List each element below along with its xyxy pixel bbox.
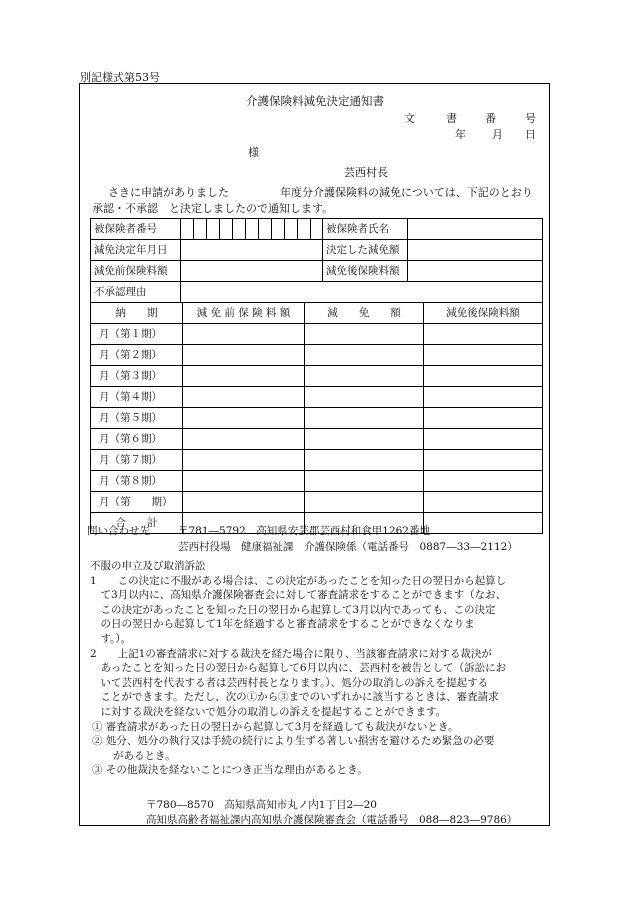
payment-header-row [91, 303, 543, 324]
doc-number-char: 号 [525, 112, 536, 125]
sub-item: ③ その他裁決を経ないことにつき正当な理由があるとき。 [92, 764, 368, 777]
info-table [90, 218, 543, 303]
note-line: あったことを知った日の翌日から起算して6月以内に、芸西村を被告として（訴訟にお [90, 662, 507, 675]
reduction-cell[interactable] [305, 429, 424, 450]
note-line: いて芸西村を代表する者は芸西村長となります。）、処分の取消しの訴えを提起する [90, 676, 489, 689]
insured-number-digit[interactable] [194, 219, 207, 240]
insured-number-digit[interactable] [311, 219, 323, 240]
before-cell[interactable] [183, 429, 305, 450]
after-premium-label: 減免後保険料額 [323, 261, 408, 282]
period-label: 月（第 期） [91, 492, 183, 513]
reject-reason-field[interactable] [181, 282, 543, 303]
contact-line1: 〒781―5792 高知県安芸郡芸西村和食甲1262番地 [178, 525, 430, 537]
insured-name-label: 被保険者氏名 [323, 219, 408, 240]
insured-number-digit[interactable] [207, 219, 220, 240]
notes-heading: 不服の申立及び取消訴訟 [90, 560, 206, 572]
total-label: 合 計 [91, 513, 183, 534]
before-premium-label: 減免前保険料額 [91, 261, 181, 282]
reject-reason-label: 不承認理由 [91, 282, 181, 303]
table-row [91, 471, 543, 492]
after-cell[interactable] [424, 429, 543, 450]
table-row [91, 345, 543, 366]
reduction-cell[interactable] [305, 408, 424, 429]
note-line: て3月以内に、高知県介護保険審査会に対して審査請求をすることができます（なお、 [90, 589, 507, 602]
info-row [91, 219, 543, 240]
table-row [91, 324, 543, 345]
appeal-notes [90, 559, 546, 778]
period-label: 月（第３期） [91, 366, 183, 387]
sub-item: があるとき。 [92, 749, 176, 762]
period-label: 月（第５期） [91, 408, 183, 429]
doc-number-char: 書 [446, 112, 457, 125]
table-row [91, 492, 543, 513]
reduction-cell[interactable] [305, 345, 424, 366]
info-row [91, 240, 543, 261]
after-cell[interactable] [424, 408, 543, 429]
after-cell[interactable] [424, 366, 543, 387]
date-day: 日 [525, 128, 536, 141]
before-cell[interactable] [183, 492, 305, 513]
note-line: 1 この決定に不服がある場合は、この決定があったことを知った日の翌日から起算し [90, 574, 507, 587]
after-cell[interactable] [424, 471, 543, 492]
insured-number-digit[interactable] [220, 219, 233, 240]
note-line: ことができます。ただし、次の①から③までのいずれかに該当するときは、審査請求 [90, 691, 499, 704]
reduction-cell[interactable] [305, 324, 424, 345]
before-cell[interactable] [183, 387, 305, 408]
period-label: 月（第６期） [91, 429, 183, 450]
after-cell[interactable] [424, 450, 543, 471]
decided-amount-label: 決定した減免額 [323, 240, 408, 261]
before-cell[interactable] [183, 408, 305, 429]
period-label: 月（第８期） [91, 471, 183, 492]
reduction-cell[interactable] [305, 471, 424, 492]
review-board-line1: 〒780―8570 高知県高知市丸ノ内1丁目2―20 [146, 799, 377, 811]
before-cell[interactable] [183, 471, 305, 492]
decision-date-field[interactable] [181, 240, 323, 261]
intro-line1-a: さきに申請がありました [108, 186, 229, 199]
insured-number-label: 被保険者番号 [91, 219, 181, 240]
total-after-cell[interactable] [424, 513, 543, 534]
reduction-cell[interactable] [305, 450, 424, 471]
sub-item: ② 処分、処分の執行又は手続の続行により生ずる著しい損害を避けるため緊急の必要 [92, 735, 495, 748]
note-line: この決定があったことを知った日の翌日から起算して3月以内であっても、この決定 [90, 603, 496, 616]
table-row [91, 429, 543, 450]
document-title: 介護保険料減免決定通知書 [246, 94, 384, 108]
insured-number-digit[interactable] [181, 219, 194, 240]
table-row [91, 387, 543, 408]
after-premium-field[interactable] [408, 261, 543, 282]
payment-table [90, 302, 543, 534]
insured-number-digit[interactable] [246, 219, 259, 240]
doc-number-char: 文 [404, 112, 415, 125]
header-after-premium: 減免後保険料額 [424, 303, 543, 324]
info-row [91, 282, 543, 303]
insured-number-digit[interactable] [298, 219, 311, 240]
before-cell[interactable] [183, 450, 305, 471]
note-line: の日の翌日から起算して1年を経過すると審査請求をすることができなくなりま [90, 618, 475, 631]
intro-line2: 承認・不承認 と決定しましたので通知します。 [92, 202, 334, 215]
recipient-suffix: 様 [248, 146, 259, 159]
table-row [91, 366, 543, 387]
header-payment-period: 納 期 [91, 303, 183, 324]
issuer: 芸西村長 [344, 166, 388, 179]
date-month: 月 [492, 128, 503, 141]
note-line: に対する裁決を経ないで処分の取消しの訴えを提起することができます。 [90, 705, 447, 718]
period-label: 月（第１期） [91, 324, 183, 345]
insured-number-digit[interactable] [233, 219, 246, 240]
before-cell[interactable] [183, 324, 305, 345]
note-line: す。）。 [90, 632, 132, 645]
insured-number-digit[interactable] [285, 219, 298, 240]
after-cell[interactable] [424, 345, 543, 366]
after-cell[interactable] [424, 492, 543, 513]
after-cell[interactable] [424, 324, 543, 345]
date-year: 年 [455, 128, 466, 141]
insured-number-digit[interactable] [272, 219, 285, 240]
header-reduction-amount: 減 免 額 [305, 303, 424, 324]
info-row [91, 261, 543, 282]
contact-label: 問い合わせ先 [87, 525, 150, 537]
reduction-cell[interactable] [305, 366, 424, 387]
table-row [91, 408, 543, 429]
form-number: 別記様式第53号 [80, 71, 160, 84]
note-line: 2 上記1の審査請求に対する裁決を経た場合に限り、当該審査請求に対する裁決が [90, 647, 492, 660]
decision-date-label: 減免決定年月日 [91, 240, 181, 261]
contact-line2: 芸西村役場 健康福祉課 介護保険係（電話番号 0887―33―2112） [178, 541, 518, 553]
period-label: 月（第７期） [91, 450, 183, 471]
intro-line1-b: 年度分介護保険料の減免については、下記のとおり [280, 186, 533, 199]
insured-name-field[interactable] [408, 219, 543, 240]
period-label: 月（第４期） [91, 387, 183, 408]
reduction-cell[interactable] [305, 387, 424, 408]
before-cell[interactable] [183, 345, 305, 366]
decided-amount-field[interactable] [408, 240, 543, 261]
sub-item: ① 審査請求があった日の翌日から起算して3月を経過しても裁決がないとき。 [92, 720, 459, 733]
insured-number-digit[interactable] [259, 219, 272, 240]
before-cell[interactable] [183, 366, 305, 387]
period-label: 月（第２期） [91, 345, 183, 366]
after-cell[interactable] [424, 387, 543, 408]
review-board-line2: 高知県高齢者福祉課内高知県介護保険審査会（電話番号 088―823―9786） [146, 814, 518, 826]
before-premium-field[interactable] [181, 261, 323, 282]
table-row [91, 450, 543, 471]
doc-number-char: 番 [485, 112, 496, 125]
header-before-premium: 減 免 前 保 険 料 額 [183, 303, 305, 324]
reduction-cell[interactable] [305, 492, 424, 513]
